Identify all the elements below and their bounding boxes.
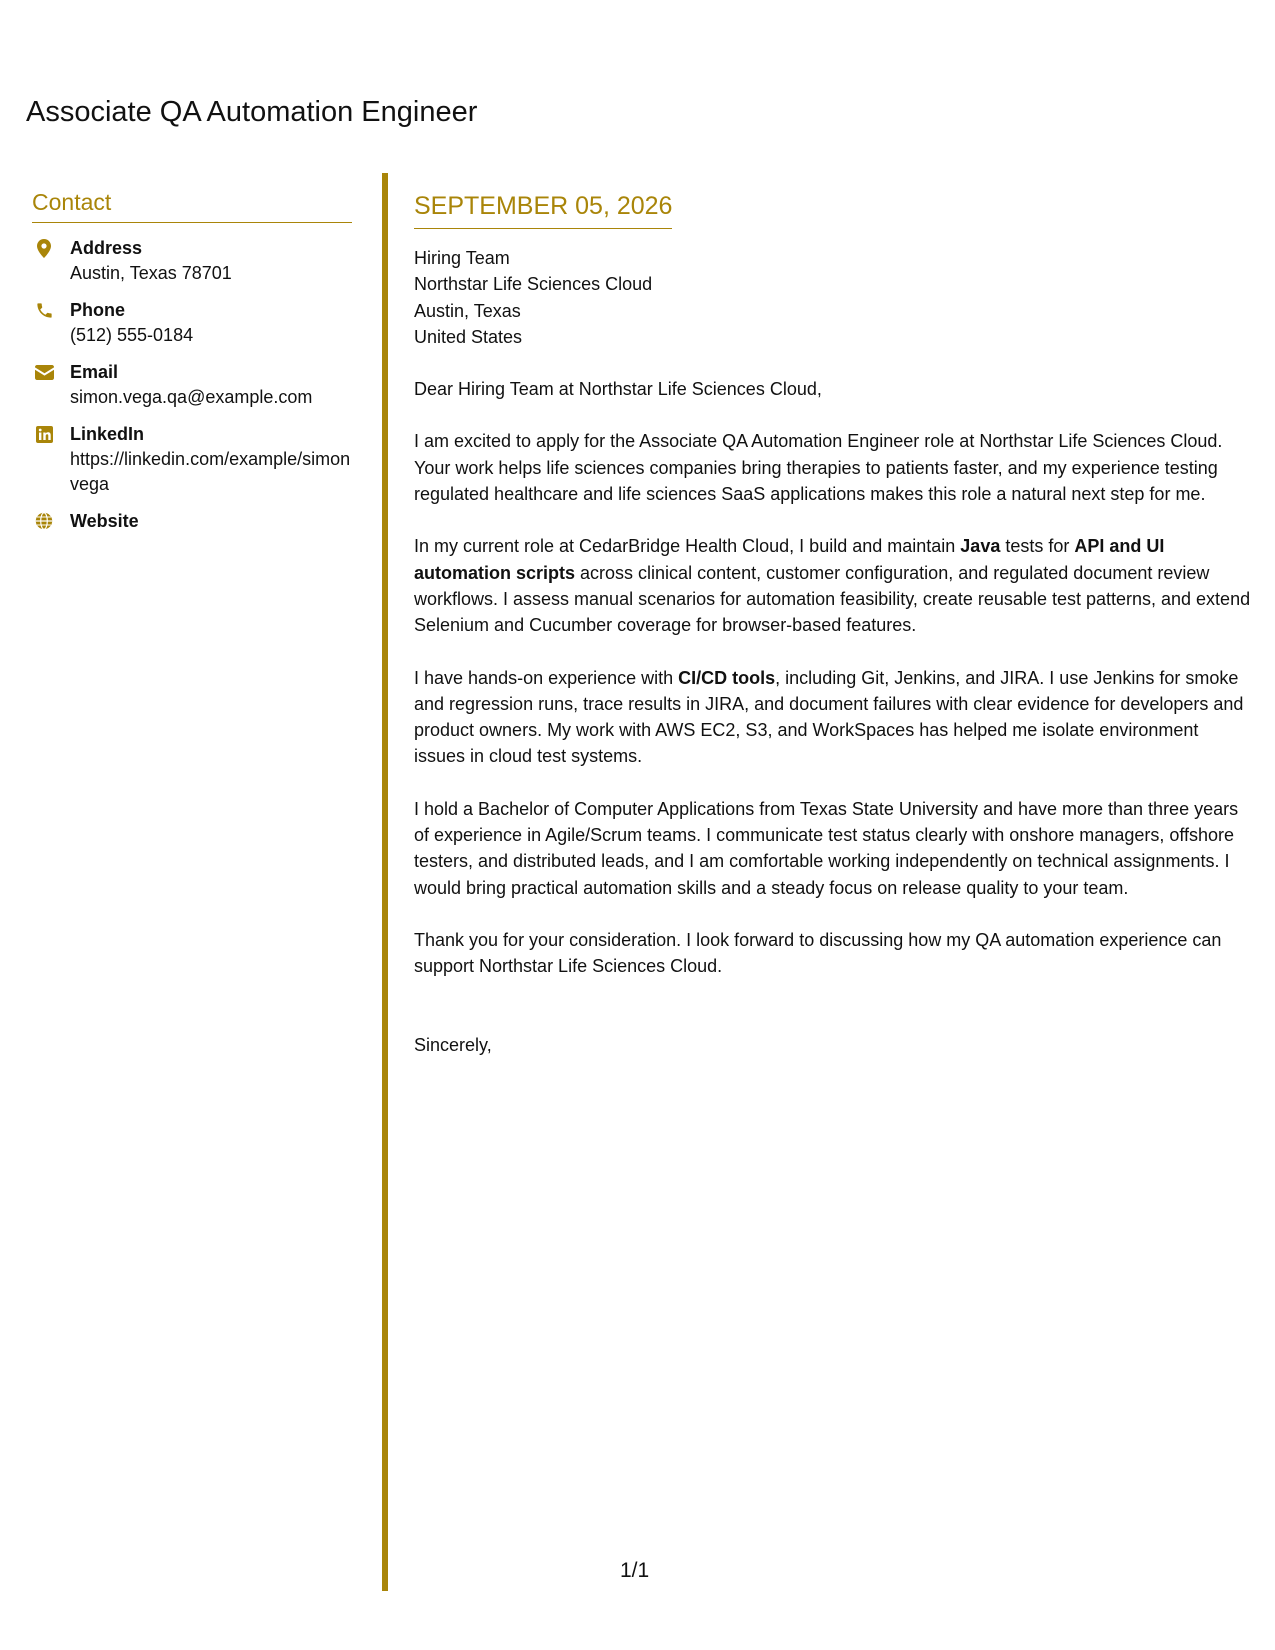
paragraph-tools (414, 665, 1252, 770)
paragraph-text: across clinical content, customer configuration, and regulated document review workflows. I assess manual scenarios for automation feasibility, create reusable test patterns, and extend Selenium and Cucumber coverage for browser-based features. (414, 562, 1251, 636)
email-label: Email (70, 362, 119, 382)
paragraph-text: In my current role at CedarBridge Health Cloud, I build and maintain (414, 536, 961, 557)
recipient-line: United States (414, 326, 523, 347)
sign-off: Sincerely, (414, 1034, 492, 1055)
paragraph-education: I hold a Bachelor of Computer Applications from Texas State University and have more than three years of experience in Agile/Scrum teams. I communicate test status clearly with onshore managers, offshore testers, and distributed leads, and I am comfortable working independently on technical assignments. I would bring practical automation skills and a steady focus on release quality to your team. (414, 798, 1239, 898)
linkedin-label: LinkedIn (70, 424, 145, 444)
contact-item-website (32, 509, 352, 534)
bold-keyword: CI/CD tools (678, 667, 776, 688)
linkedin-icon (34, 424, 54, 444)
paragraph-text: tests for (1000, 536, 1075, 557)
bold-keyword: Java (960, 536, 1001, 557)
contact-item-linkedin (32, 422, 352, 497)
recipient-block (414, 245, 1252, 350)
globe-icon (34, 511, 54, 531)
salutation: Dear Hiring Team at Northstar Life Sciences Cloud, (414, 379, 822, 400)
vertical-divider (382, 173, 388, 1591)
document-title: Associate QA Automation Engineer (26, 96, 478, 128)
website-label: Website (70, 511, 139, 531)
contact-item-email (32, 360, 352, 410)
address-value: Austin, Texas 78701 (70, 263, 232, 283)
phone-icon (34, 300, 54, 320)
page-number: 1/1 (620, 1559, 650, 1582)
paragraph-intro: I am excited to apply for the Associate QA Automation Engineer role at Northstar Life Sciences Cloud. Your work helps life sciences companies bring therapies to patients faster, and my experience testing regulated healthcare and life sciences SaaS applications makes this role a natural next step for me. (414, 431, 1223, 505)
paragraph-text: , including Git, Jenkins, and JIRA. I use Jenkins for smoke and regression runs, trace results in JIRA, and document failures with clear evidence for developers and product owners. My work with AWS EC2, S3, and WorkSpaces has helped me isolate environment issues in cloud test systems. (414, 667, 1244, 767)
address-label: Address (70, 238, 143, 258)
email-value: simon.vega.qa@example.com (70, 387, 313, 407)
letter-date: SEPTEMBER 05, 2026 (414, 190, 672, 229)
recipient-line: Northstar Life Sciences Cloud (414, 274, 653, 295)
linkedin-value[interactable]: https://linkedin.com/example/simonvega (70, 449, 351, 494)
contact-heading: Contact (32, 188, 352, 223)
contact-item-address (32, 236, 352, 286)
paragraph-experience (414, 533, 1252, 638)
contact-item-phone (32, 298, 352, 348)
phone-label: Phone (70, 300, 126, 320)
envelope-icon (34, 362, 54, 382)
phone-value: (512) 555-0184 (70, 325, 194, 345)
bold-keyword: API and UI automation scripts (414, 536, 1165, 583)
recipient-line: Austin, Texas (414, 300, 521, 321)
paragraph-closing: Thank you for your consideration. I look forward to discussing how my QA automation experience can support Northstar Life Sciences Cloud. (414, 929, 1222, 977)
recipient-line: Hiring Team (414, 248, 510, 268)
map-pin-icon (34, 238, 54, 258)
paragraph-text: I have hands-on experience with (414, 667, 679, 688)
contact-sidebar (32, 188, 352, 546)
cover-letter-body (414, 190, 1252, 1058)
